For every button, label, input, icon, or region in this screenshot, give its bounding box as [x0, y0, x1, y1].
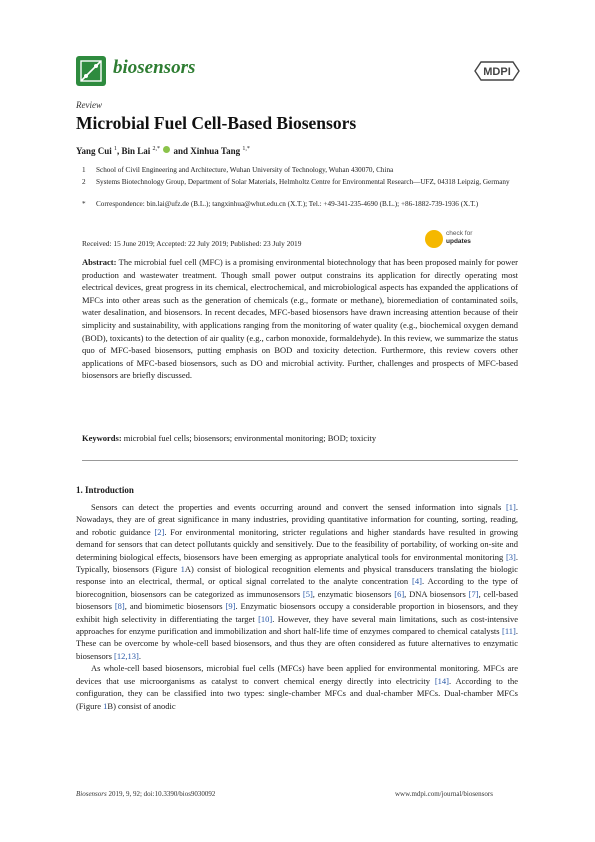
- paragraph-text: . According to the configuration, they can be classified into two types: single-chamber MFCs and dual-chamber MFCs. Dual-chamber MFCs (Figure: [76, 675, 518, 711]
- paragraph-1: [76, 501, 518, 662]
- citation-link[interactable]: [10]: [258, 613, 273, 624]
- section-heading: 1. Introduction: [76, 485, 134, 495]
- abstract-text: The microbial fuel cell (MFC) is a promising environmental biotechnology that has been proposed mainly for power production and wastewater treatment. Though small power output constrains its application for directly operating most electrical devices, great progress in its chemical, electrochemical, and microbiological aspects has expanded the applications of MFCs into other areas such as the generation of chemicals (e.g., formate or methane), bioremediation of contaminated soils, water desalination, and biosensors. In recent decades, MFC-based biosensors have drawn increasing attention because of their simplicity and sustainability, with applications ranging from the monitoring of water quality (e.g., biochemical oxygen demand (BOD), toxicants) to the detection of air quality (e.g., carbon monoxide, formaldehyde). In this review, we summarize the status quo of MFC-based biosensors, putting emphasis on BOD and toxicity detection. Furthermore, this review covers other applications of MFC-based biosensors, such as DO and microbial activity. Further, challenges and prospects of MFC-based biosensors are briefly discussed.: [82, 257, 518, 381]
- keywords: [82, 433, 518, 443]
- publisher-name: MDPI: [483, 66, 511, 78]
- article-title: Microbial Fuel Cell-Based Biosensors: [76, 113, 357, 133]
- divider: [82, 460, 518, 461]
- author-list: Yang Cui $^1$, Bin Lai $^{2,*}$ and Xinhua Tang $^{1,*}$: [76, 146, 250, 156]
- citation-link[interactable]: [14]: [434, 675, 449, 686]
- citation-link[interactable]: [2]: [154, 526, 165, 537]
- author-affil-sup: 1,*: [242, 146, 250, 152]
- citation-link[interactable]: 1: [103, 700, 108, 711]
- author-name[interactable]: and Xinhua Tang: [173, 146, 241, 156]
- citation-link[interactable]: [12,13]: [114, 650, 139, 661]
- citation-link[interactable]: [6]: [394, 588, 405, 599]
- citation-link[interactable]: [8]: [114, 601, 125, 612]
- keywords-label: Keywords:: [82, 433, 122, 443]
- paragraph-text: A) consist of biological recognition elements and physical transducers translating the biologic response into an electrical, thermal, or optical signal correlated to the analyte concentration: [76, 564, 518, 587]
- paragraph-text: . These can be overcome by whole-cell based biosensors, and thus they are often considered as future alternatives to enzymatic biosensors: [76, 626, 518, 661]
- author-name[interactable]: Bin Lai: [121, 146, 151, 156]
- paragraph-text: . Typically, biosensors (Figure: [76, 551, 518, 575]
- paragraph-text: . However, they have several main limitations, such as cost-intensive approaches for enzyme purification and immobilization and short half-life time of enzymes compared to chemical catalysts: [76, 613, 518, 637]
- article-type: Review: [76, 100, 102, 110]
- author-affil-sup: 1: [114, 146, 118, 152]
- paragraph-text: . According to the type of biorecognition, biosensors can be categorized as immunosensors: [76, 576, 518, 599]
- citation-link[interactable]: [7]: [468, 588, 479, 599]
- paragraph-2: [76, 662, 518, 712]
- paragraph-text: , and biomimetic biosensors: [124, 601, 226, 612]
- paragraph-text: , DNA biosensors: [404, 588, 469, 599]
- paragraph-text: .: [138, 650, 141, 661]
- paragraph-text: . Enzymatic biosensors occupy a considerable proportion in biosensors, and they exhibit high selectivity in differentiating the target: [76, 601, 518, 624]
- footer-citation: Biosensors 2019, 9, 92; doi:10.3390/bios9030092: [76, 790, 216, 798]
- abstract: [82, 256, 518, 382]
- citation-link[interactable]: [3]: [505, 551, 516, 562]
- orcid-icon[interactable]: [163, 146, 170, 153]
- abstract-label: Abstract:: [82, 257, 117, 267]
- paragraph-text: B) consist of anodic: [107, 700, 176, 711]
- citation-link[interactable]: [4]: [412, 576, 422, 587]
- paragraph-text: . For environmental monitoring, stricter regulations and higher standards have resulted in growing demand for sensors that can detect pollutants quickly and sensitively. Due to the feasibility of portability, of working on-site and determining biological effects, biosensors have been emerging as appropriate analytical tools for environmental monitoring: [76, 526, 518, 562]
- journal-logo-icon: [76, 56, 106, 86]
- paragraph-text: , enzymatic biosensors: [312, 588, 395, 599]
- paragraph-text: , cell-based biosensors: [76, 588, 518, 612]
- citation-link[interactable]: [1]: [505, 502, 516, 512]
- mdpi-logo-icon: [473, 58, 521, 84]
- paragraph-text: As whole-cell based biosensors, microbial fuel cells (MFCs) have been applied for environmental monitoring. MFCs are devices that use microorganisms as catalyst to convert chemical energy directly into electricity: [76, 663, 518, 686]
- publication-dates: Received: 15 June 2019; Accepted: 22 July 2019; Published: 23 July 2019: [82, 239, 302, 248]
- keywords-text: microbial fuel cells; biosensors; environmental monitoring; BOD; toxicity: [123, 433, 377, 443]
- paragraph-text: . Nowadays, they are of great significance in many industries, providing quantitative information for counting, sorting, reading, and robotic guidance: [76, 502, 518, 537]
- citation-link[interactable]: [5]: [302, 588, 313, 599]
- journal-name: biosensors: [113, 57, 196, 78]
- citation-link[interactable]: [11]: [502, 626, 516, 637]
- section-body: [76, 501, 518, 712]
- check-for-updates-badge[interactable]: check for updates: [425, 229, 485, 249]
- author-affil-sup: 2,*: [152, 146, 161, 152]
- check-updates-icon: [425, 230, 443, 248]
- footer-url[interactable]: www.mdpi.com/journal/biosensors: [395, 790, 493, 798]
- author-name[interactable]: Yang Cui: [76, 146, 112, 156]
- paragraph-text: Sensors can detect the properties and events occurring around and convert the sensed information into signals: [91, 502, 506, 512]
- citation-link[interactable]: [9]: [225, 601, 236, 612]
- citation-link[interactable]: 1: [180, 564, 185, 575]
